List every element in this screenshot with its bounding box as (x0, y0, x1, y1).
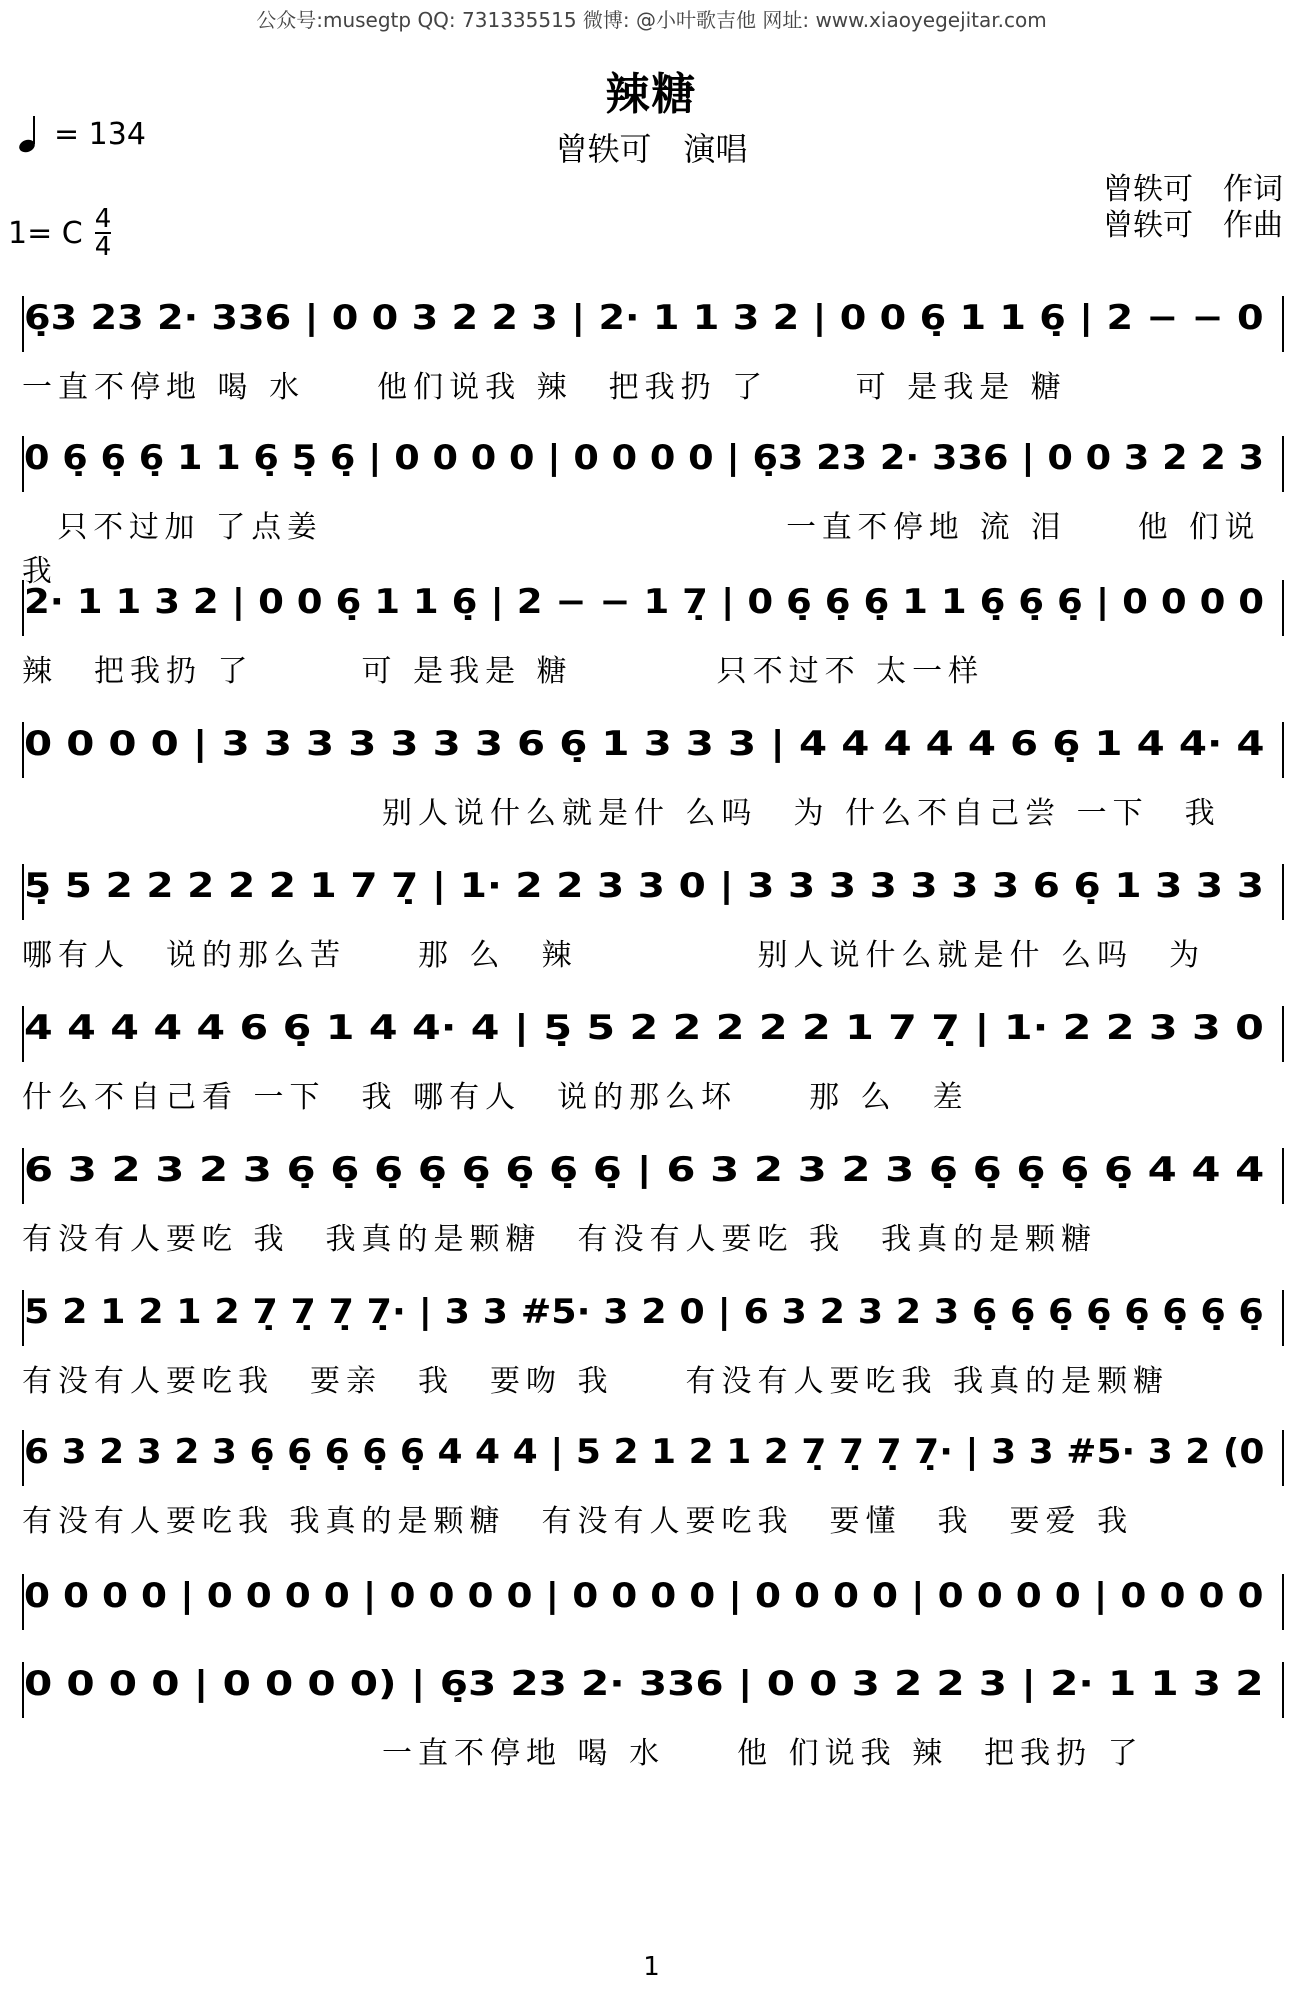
notation-line (22, 296, 1284, 352)
notation-line (22, 722, 1284, 778)
lyric-line: 只不过加 了点姜 一直不停地 流 泪 他 们说我 (22, 510, 1261, 589)
time-signature (95, 206, 112, 260)
notes: 0 0 0 0 | 0 0 0 0) | 6̣3 23 2· 336 | 0 0 3 2 2 3 | 2· 1 1 3 2 (24, 1664, 1264, 1704)
notes: 6 3 2 3 2 3 6̣ 6̣ 6̣ 6̣ 6̣ 4 4 4 | 5 2 1 2 1 2 7̣ 7̣ 7̣ 7̣· | 3 3 #5· 3 2 (0 (24, 1432, 1265, 1472)
notes: 6 3 2 3 2 3 6̣ 6̣ 6̣ 6̣ 6̣ 6̣ 6̣ 6̣ | 6 3 2 3 2 3 6̣ 6̣ 6̣ 6̣ 6̣ 4 4 4 (24, 1150, 1265, 1190)
notes: 5̣ 5 2 2 2 2 2 1 7 7̣ | 1· 2 2 3 3 0 | 3 3 3 3 3 3 3 6 6̣ 1 3 3 3 (24, 866, 1264, 906)
time-bottom: 4 (94, 232, 112, 262)
notation-line (22, 1574, 1284, 1630)
score-system (22, 1142, 1284, 1262)
watermark: 公众号:musegtp QQ: 731335515 微博: @小叶歌吉他 网址: www.xiaoyegejitar.com (256, 8, 1047, 32)
notes: 0 0 0 0 | 3 3 3 3 3 3 3 6 6̣ 1 3 3 3 | 4 4 4 4 4 6 6̣ 1 4 4· 4 (24, 724, 1265, 764)
notation-line (22, 580, 1284, 636)
notes: 2· 1 1 3 2 | 0 0 6̣ 1 1 6̣ | 2 − − 1 7̣ | 0 6̣ 6̣ 6̣ 1 1 6̣ 6̣ 6̣ | 0 0 0 0 (24, 582, 1265, 622)
notes: 0 0 0 0 | 0 0 0 0 | 0 0 0 0 | 0 0 0 0 | 0 0 0 0 | 0 0 0 0 | 0 0 0 0 (24, 1576, 1264, 1616)
time-top: 4 (94, 204, 112, 234)
lyric-line: 有没有人要吃我 我真的是颗糖 有没有人要吃我 要懂 我 要爱 我 (22, 1504, 1134, 1539)
score-system (22, 716, 1284, 836)
score-system (22, 574, 1284, 694)
score-system (22, 290, 1284, 410)
lyric-line: 一直不停地 喝 水 他 们说我 辣 把我扔 了 (22, 1736, 1144, 1771)
lyric-line: 辣 把我扔 了 可 是我是 糖 只不过不 太一样 (22, 654, 985, 689)
notes: 5 2 1 2 1 2 7̣ 7̣ 7̣ 7̣· | 3 3 #5· 3 2 0 | 6 3 2 3 2 3 6̣ 6̣ 6̣ 6̣ 6̣ 6̣ 6̣ 6̣ (24, 1292, 1264, 1332)
score-system (22, 1424, 1284, 1544)
notation-line (22, 1430, 1284, 1486)
notation-line (22, 1006, 1284, 1062)
lyric-line: 别人说什么就是什 么吗 为 什么不自己尝 一下 我 (22, 796, 1221, 831)
score-system (22, 1000, 1284, 1120)
notation-line (22, 436, 1284, 492)
notes: 0 6̣ 6̣ 6̣ 1 1 6̣ 5̣ 6̣ | 0 0 0 0 | 0 0 0 0 | 6̣3 23 2· 336 | 0 0 3 2 2 3 (24, 438, 1265, 478)
score-system (22, 430, 1284, 589)
notation-line (22, 1662, 1284, 1718)
lyric-line: 有没有人要吃 我 我真的是颗糖 有没有人要吃 我 我真的是颗糖 (22, 1222, 1098, 1257)
performer: 曾轶可 演唱 (555, 130, 748, 168)
song-title: 辣糖 (605, 69, 698, 120)
lyric-line: 一直不停地 喝 水 他们说我 辣 把我扔 了 可 是我是 糖 (22, 370, 1067, 405)
lyric-line: 有没有人要吃我 要亲 我 要吻 我 有没有人要吃我 我真的是颗糖 (22, 1364, 1170, 1399)
notation-line (22, 1148, 1284, 1204)
notes: 4 4 4 4 4 6 6̣ 1 4 4· 4 | 5̣ 5 2 2 2 2 2 1 7 7̣ | 1· 2 2 3 3 0 (24, 1008, 1264, 1048)
credits (1103, 172, 1283, 244)
quarter-note-icon (18, 114, 40, 154)
key-signature (8, 206, 111, 260)
tempo-value: = 134 (54, 116, 146, 152)
lyric-line: 什么不自己看 一下 我 哪有人 说的那么坏 那 么 差 (22, 1080, 969, 1115)
score-system (22, 1284, 1284, 1404)
notation-line (22, 864, 1284, 920)
tempo-marking (18, 114, 146, 154)
score-system (22, 858, 1284, 978)
key-label: 1= C (8, 215, 83, 251)
notation-line (22, 1290, 1284, 1346)
composer: 曾轶可 作曲 (1103, 208, 1283, 243)
lyricist: 曾轶可 作词 (1103, 172, 1283, 207)
lyric-line: 哪有人 说的那么苦 那 么 辣 别人说什么就是什 么吗 为 (22, 938, 1206, 973)
page-number: 1 (643, 1952, 660, 1982)
score-system (22, 1656, 1284, 1776)
notes: 6̣3 23 2· 336 | 0 0 3 2 2 3 | 2· 1 1 3 2 | 0 0 6̣ 1 1 6̣ | 2 − − 0 (24, 298, 1264, 338)
